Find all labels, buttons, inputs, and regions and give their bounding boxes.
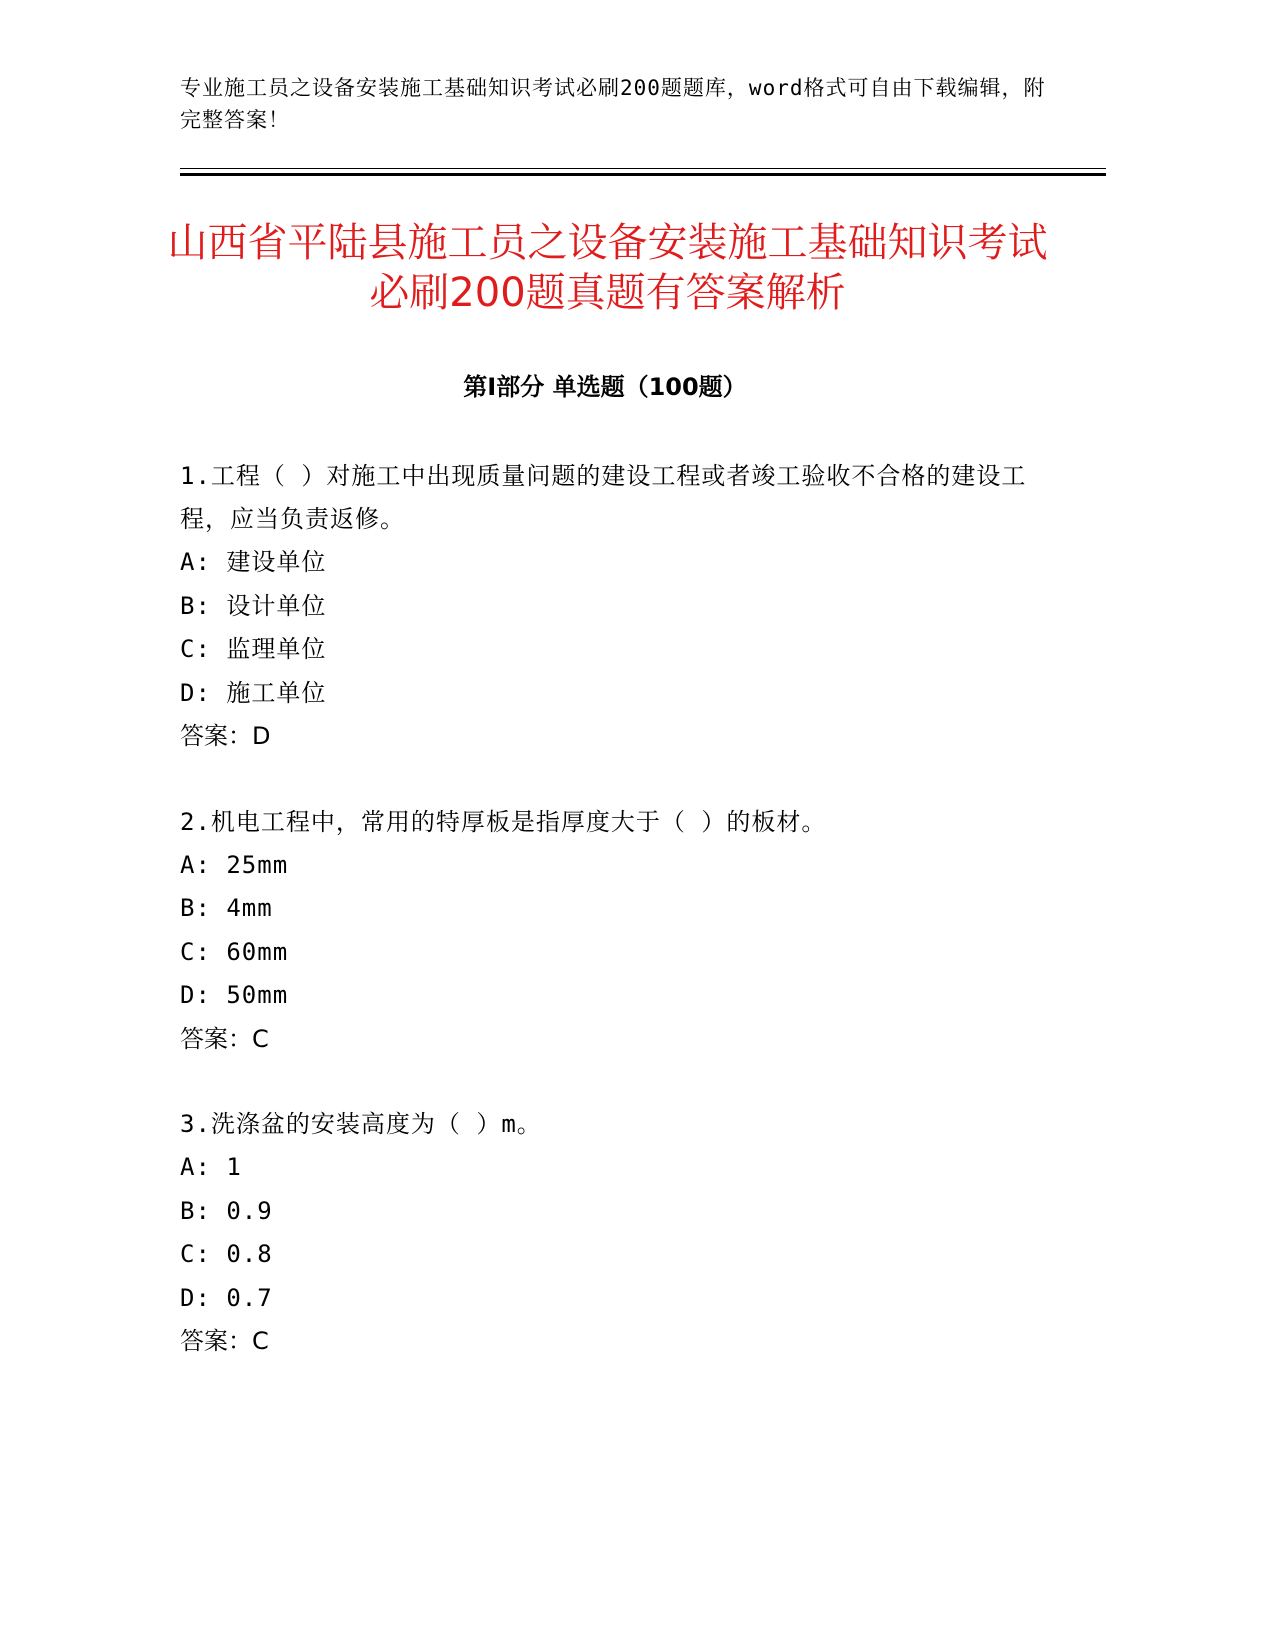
question-stem: 2.机电工程中，常用的特厚板是指厚度大于（ ）的板材。 (180, 807, 827, 836)
option-a: A: 建设单位 (180, 548, 327, 576)
option-c: C: 60mm (180, 937, 289, 966)
option-d: D: 施工单位 (180, 678, 327, 707)
answer: 答案：C (180, 1327, 269, 1355)
document-title: 山西省平陆县施工员之设备安装施工基础知识考试必刷200题真题有答案解析 (167, 220, 1048, 316)
option-a: A: 25mm (180, 850, 289, 879)
question-2 (180, 801, 1040, 1062)
header-divider-thin (180, 168, 1106, 169)
header-divider-thick (180, 173, 1106, 176)
option-d: D: 50mm (180, 981, 289, 1009)
question-list (180, 455, 1040, 1406)
question-stem: 3.洗涤盆的安装高度为（ ）m。 (180, 1110, 542, 1138)
option-b: B: 0.9 (180, 1196, 273, 1225)
answer: 答案：C (180, 1024, 269, 1053)
option-c: C: 0.8 (180, 1240, 273, 1268)
option-b: B: 设计单位 (180, 591, 327, 620)
question-stem: 1.工程（ ）对施工中出现质量问题的建设工程或者竣工验收不合格的建设工程，应当负责返修。 (180, 462, 1027, 533)
option-d: D: 0.7 (180, 1283, 273, 1312)
question-1 (180, 455, 1040, 759)
option-b: B: 4mm (180, 894, 273, 922)
section-heading: 第Ⅰ部分 单选题（100题） (463, 373, 747, 401)
answer: 答案：D (180, 722, 271, 750)
header-note: 专业施工员之设备安装施工基础知识考试必刷200题题库，word格式可自由下载编辑，附完整答案！ (180, 76, 1046, 132)
question-3 (180, 1103, 1040, 1364)
option-c: C: 监理单位 (180, 635, 327, 663)
option-a: A: 1 (180, 1153, 242, 1181)
